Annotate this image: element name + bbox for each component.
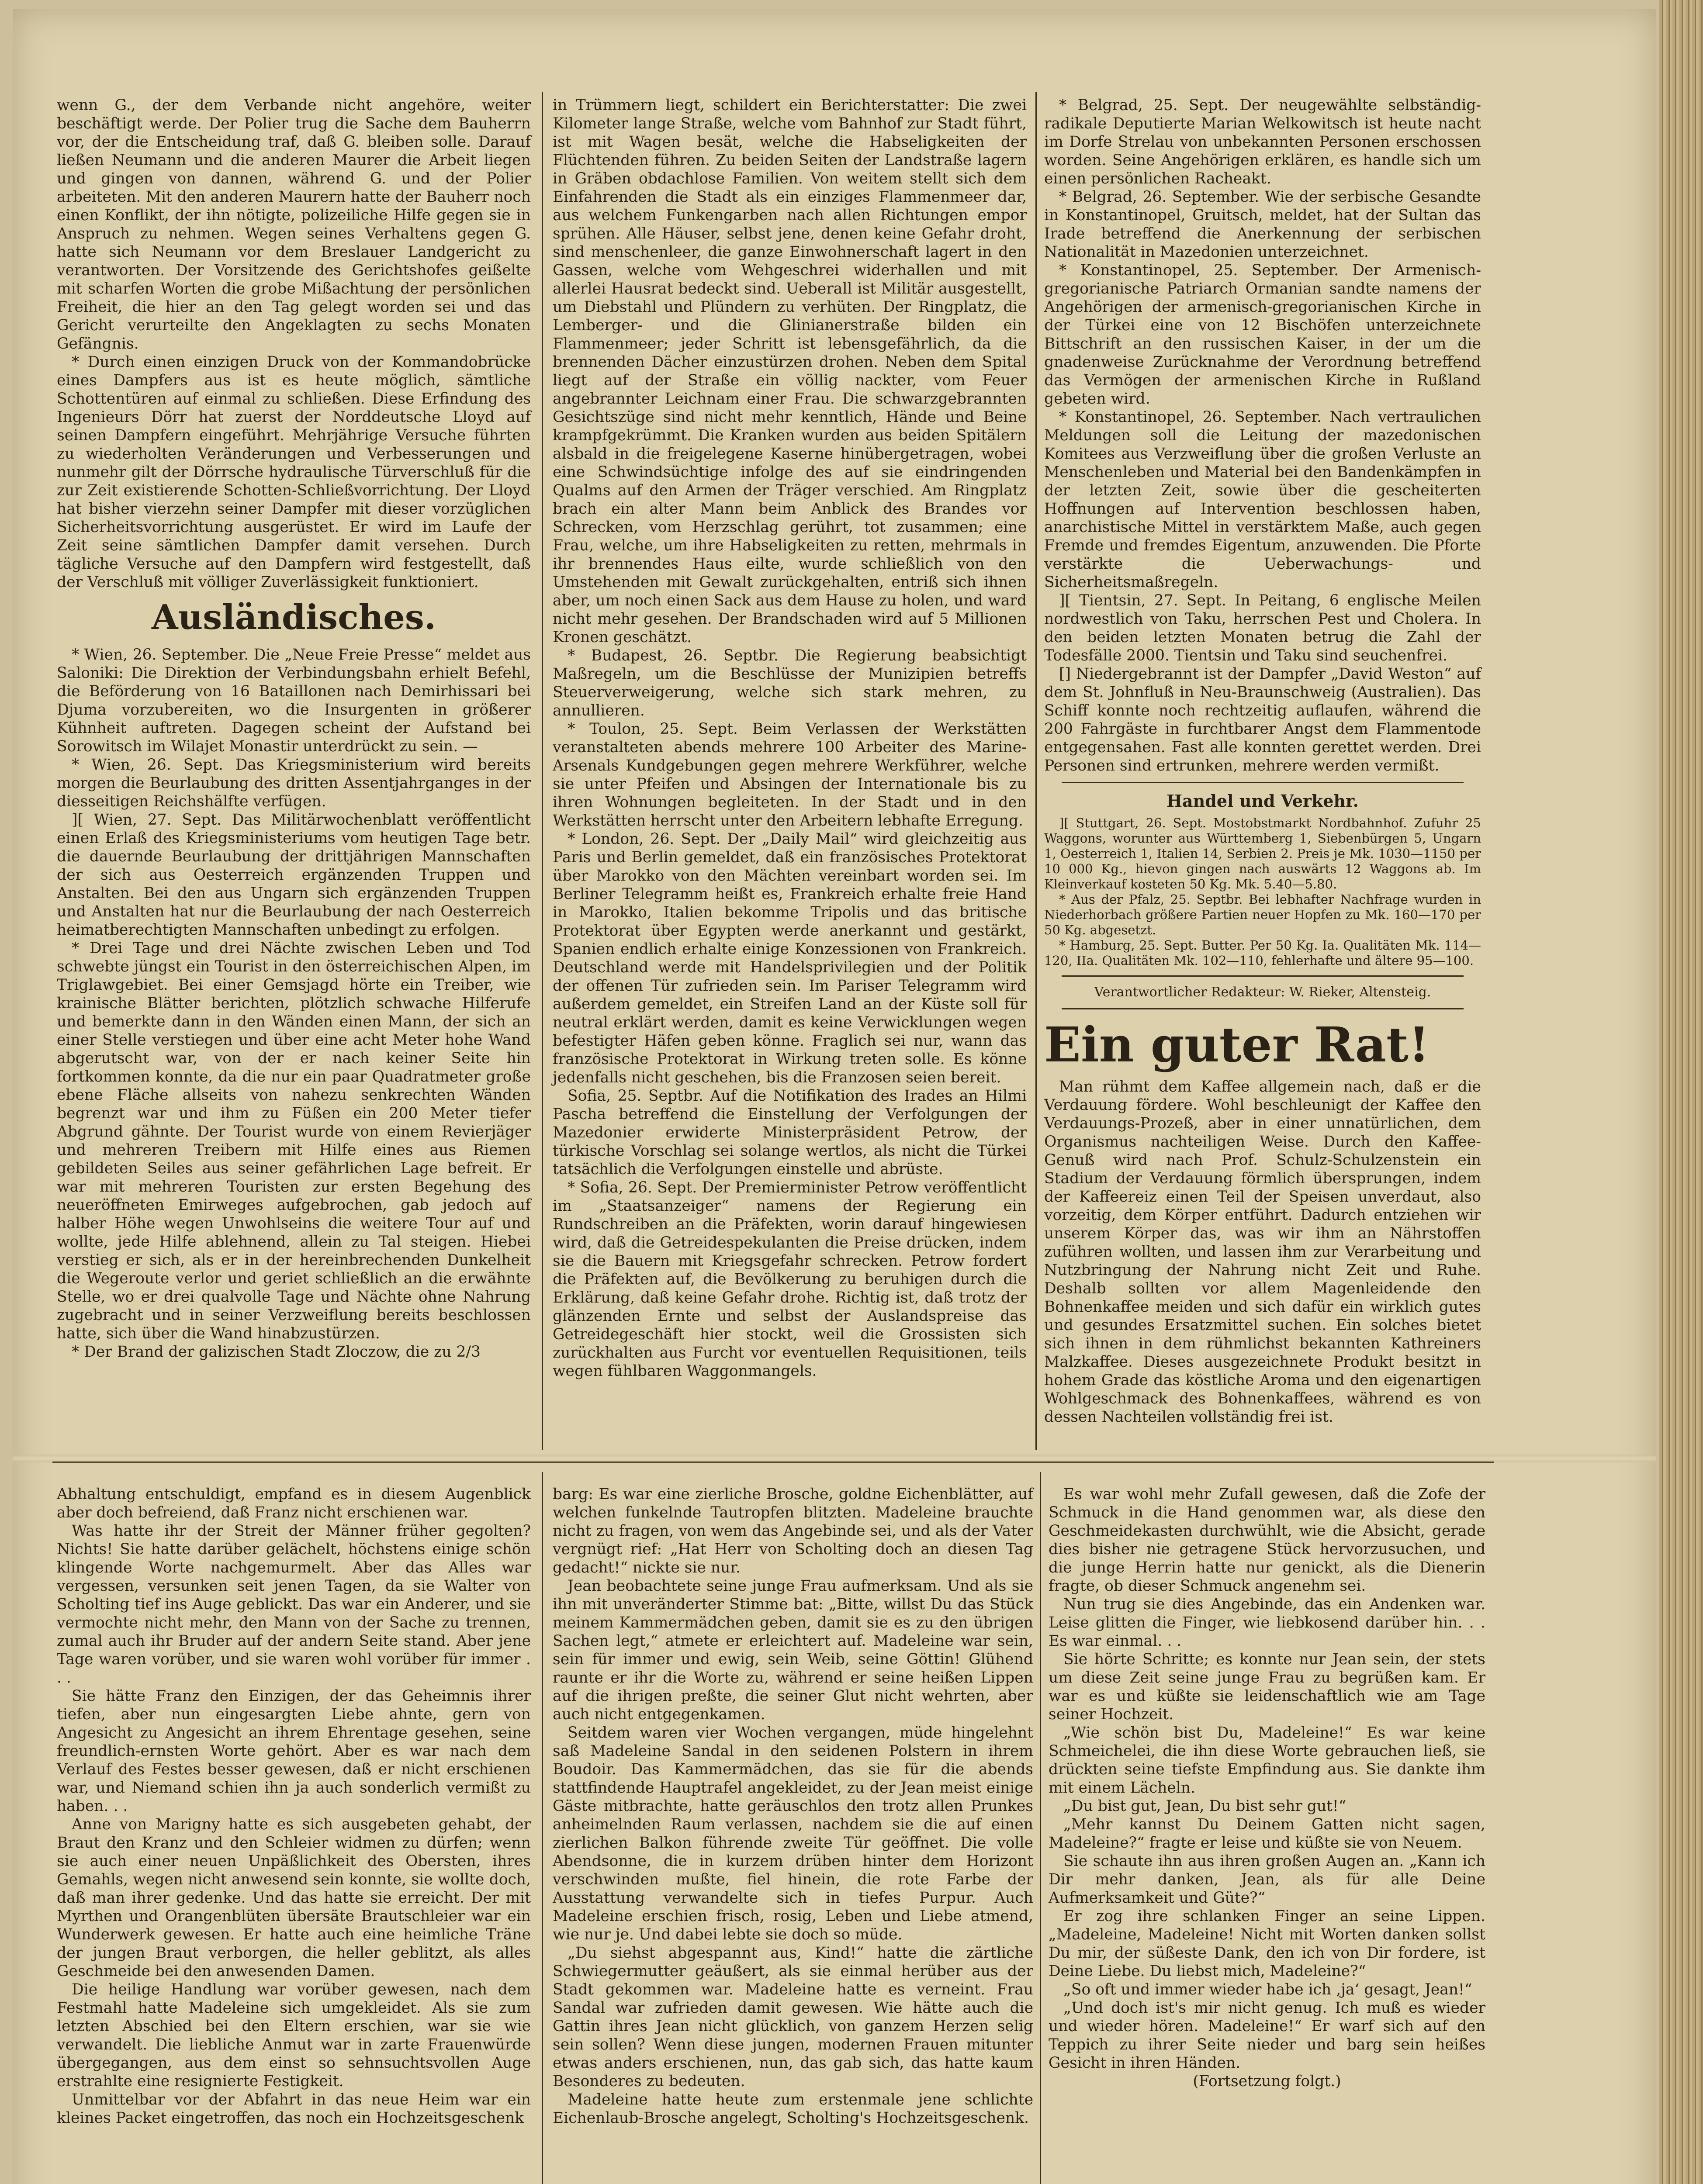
- article-paragraph: * Belgrad, 26. September. Wie der serbische Gesandte in Konstantinopel, Gruitsch, meldet, hat der Sultan das Irade betreffend die Anerkennung der serbischen Nationalität in Mazedonien unterzeichnet.: [1044, 188, 1481, 261]
- lower-column-1: [57, 1485, 531, 2127]
- market-report: * Aus der Pfalz, 25. Septbr. Bei lebhafter Nachfrage wurden in Niederhorbach größere Partien neuer Hopfen zu Mk. 160—170 per 50 Kg. abgesetzt.: [1044, 892, 1481, 937]
- serial-paragraph: „Du siehst abgespannt aus, Kind!“ hatte die zärtliche Schwiegermutter geäußert, als sie einmal herüber aus der Stadt gekommen war. Madeleine hatte es verneint. Frau Sandal war zufrieden damit gewesen. Wie hätte auch die Gattin ihres Jean nicht glücklich, von ganzem Herzen selig sein sollen? Wenn diese jungen, modernen Frauen mitunter etwas anders erschienen, nun, das gab sich, das hatte kaum Besonderes zu bedeuten.: [553, 1944, 1033, 2090]
- serial-paragraph: „Mehr kannst Du Deinem Gatten nicht sagen, Madeleine?“ fragte er leise und küßte sie von Neuem.: [1049, 1816, 1485, 1852]
- article-paragraph: wenn G., der dem Verbande nicht angehöre, weiter beschäftigt werde. Der Polier trug die Sache dem Bauherrn vor, der die Entscheidung traf, daß G. bleiben solle. Darauf ließen Neumann und die anderen Maurer die Arbeit liegen und gingen von dannen, während G. und der Polier arbeiteten. Mit den anderen Maurern hatte der Bauherr noch einen Konflikt, der ihn nötigte, polizeiliche Hilfe gegen sie in Anspruch zu nehmen. Wegen seines Verhaltens gegen G. hatte sich Neumann vor dem Breslauer Landgericht zu verantworten. Der Vorsitzende des Gerichtshofes geißelte mit scharfen Worten die grobe Mißachtung der persönlichen Freiheit, die hier an den Tag gelegt worden sei und das Gericht verurteilte den Angeklagten zu sechs Monaten Gefängnis.: [57, 97, 531, 352]
- serial-paragraph: Madeleine hatte heute zum erstenmale jene schlichte Eichenlaub-Brosche angelegt, Scholting's Hochzeitsgeschenk.: [553, 2091, 1033, 2127]
- advertisement-title: Ein guter Rat!: [1044, 1016, 1430, 1073]
- article-paragraph: Sofia, 25. Septbr. Auf die Notifikation des Irades an Hilmi Pascha betreffend die Einstellung der Verfolgungen der Mazedonier erwiderte Ministerpräsident Petrow, der türkische Vorschlag sei solange wertlos, als nicht die Türkei tatsächlich die Verfolgungen einstelle und abrüste.: [553, 1087, 1027, 1178]
- article-paragraph: * Drei Tage und drei Nächte zwischen Leben und Tod schwebte jüngst ein Tourist in den österreichischen Alpen, im Triglawgebiet. Bei einer Gemsjagd hörte ein Treiber, wie krainische Blätter berichten, plötzlich schwache Hilferufe und bemerkte dann in den Wänden einen Mann, der sich an einer Stelle verstiegen und über eine acht Meter hohe Wand abgerutscht war, von der er nach keiner Seite hin fortkommen konnte, da die nur ein paar Quadratmeter große ebene Fläche allseits von nahezu senkrechten Wänden begrenzt war und ihm zu Füßen ein 200 Meter tiefer Abgrund gähnte. Der Tourist wurde von einem Revierjäger und mehreren Treibern mit Hilfe eines aus Riemen gebildeten Seiles aus seiner gefährlichen Lage befreit. Er war mit mehreren Touristen zur ersten Begehung des neueröffneten Emirweges aufgebrochen, gab jedoch auf halber Höhe wegen Unwohlseins die weitere Tour auf und wollte, jede Hilfe ablehnend, allein zu Tal steigen. Hiebei verstieg er sich, als er in der hereinbrechenden Dunkelheit die Wegeroute verlor und geriet schließlich an die erwähnte Stelle, wo er drei qualvolle Tage und Nächte ohne Nahrung zugebracht und in seiner Verzweiflung bereits beschlossen hatte, sich über die Wand hinabzustürzen.: [57, 940, 531, 1342]
- upper-column-2: [553, 96, 1027, 1380]
- section-title-handel: Handel und Verkehr.: [1166, 791, 1359, 811]
- serial-paragraph: Nun trug sie dies Angebinde, das ein Andenken war. Leise glitten die Finger, wie liebkosend darüber hin. . . Es war einmal. . .: [1049, 1596, 1485, 1650]
- serial-paragraph: Unmittelbar vor der Abfahrt in das neue Heim war ein kleines Packet eingetroffen, das noch ein Hochzeitsgeschenk: [57, 2091, 531, 2127]
- serial-paragraph: Sie hörte Schritte; es konnte nur Jean sein, der stets um diese Zeit seine junge Frau zu begrüßen kam. Er war es und küßte sie leidenschaftlich wie am Tage seiner Hochzeit.: [1049, 1651, 1485, 1723]
- article-paragraph: * Der Brand der galizischen Stadt Zloczow, die zu 2/3: [72, 1343, 481, 1361]
- serial-paragraph: Anne von Marigny hatte es sich ausgebeten gehabt, der Braut den Kranz und den Schleier widmen zu dürfen; wenn sie auch einer neuen Unpäßlichkeit des Obersten, ihres Gemahls, wegen nicht anwesend sein konnte, sie wollte doch, daß man ihrer gedenke. Und das hatte sie erreicht. Der mit Myrthen und Orangenblüten übersäte Brautschleier war ein Wunderwerk gewesen. Er hatte auch eine heimliche Träne der jungen Braut verborgen, die heller geblitzt, als alles Geschmeide bei den anwesenden Damen.: [57, 1816, 531, 1980]
- serial-paragraph: Sie hätte Franz den Einzigen, der das Geheimnis ihrer tiefen, aber nun eingesargten Liebe ahnte, gern von Angesicht zu Angesicht an ihrem Ehrentage gesehen, seine freundlich-ernsten Worte gehört. Aber es war nach dem Verlauf des Festes besser gewesen, daß er nicht erschienen war, und Niemand schien ihn ja auch sonderlich vermißt zu haben. . .: [57, 1687, 531, 1815]
- column-rule: [542, 1472, 543, 2184]
- article-paragraph: * Toulon, 25. Sept. Beim Verlassen der Werkstätten veranstalteten abends mehrere 100 Arbeiter des Marine-Arsenals Kundgebungen gegen mehrere Werkführer, welche sie unter Pfeifen und Absingen der Internationale bis zu ihren Wohnungen begleiteten. In der Stadt und in den Werkstätten herrscht unter den Arbeitern lebhafte Erregung.: [553, 720, 1027, 829]
- upper-column-1: [57, 96, 531, 1361]
- lower-column-3: [1049, 1485, 1485, 2091]
- serial-paragraph: Sie schaute ihn aus ihren großen Augen an. „Kann ich Dir mehr danken, Jean, als für alle Deine Aufmerksamkeit und Güte?“: [1049, 1852, 1485, 1907]
- divider: [1062, 782, 1464, 783]
- market-report: * Hamburg, 25. Sept. Butter. Per 50 Kg. Ia. Qualitäten Mk. 114—120, IIa. Qualitäten Mk. 102—110, fehlerhafte und ältere 95—100.: [1044, 938, 1481, 968]
- serial-paragraph: „Und doch ist's mir nicht genug. Ich muß es wieder und wieder hören. Madeleine!“ Er warf sich auf den Teppich zu ihrer Seite nieder und barg sein heißes Gesicht in ihren Händen.: [1049, 1999, 1485, 2072]
- serial-paragraph: Die heilige Handlung war vorüber gewesen, nach dem Festmahl hatte Madeleine sich umgekleidet. Als sie zum letzten Abschied bei den Eltern erschien, war sie wie verwandelt. Die liebliche Anmut war in zarte Frauenwürde übergegangen, aus dem einst so sehnsuchtsvollen Auge erstrahlte eine resignierte Festigkeit.: [57, 1981, 531, 2090]
- article-paragraph: * Konstantinopel, 26. September. Nach vertraulichen Meldungen soll die Leitung der mazedonischen Komitees aus Verzweiflung über die großen Verluste an Menschenleben und Material bei den Bandenkämpfen in der letzten Zeit, sowie über die gescheiterten Hoffnungen auf Intervention beschlossen haben, anarchistische Mittel in verstärktem Maße, auch gegen Fremde und fremdes Eigentum, anzuwenden. Die Pforte verstärkte die Ueberwachungs- und Sicherheitsmaßregeln.: [1044, 408, 1481, 591]
- serial-paragraph: Abhaltung entschuldigt, empfand es in diesem Augenblick aber doch befreiend, daß Franz nicht erschienen war.: [57, 1486, 531, 1521]
- column-rule: [542, 92, 543, 1450]
- serial-paragraph: Er zog ihre schlanken Finger an seine Lippen. „Madeleine, Madeleine! Nicht mit Worten danken sollst Du mir, der süßeste Dank, den ich von Dir fordere, ist Deine Liebe. Du liebst mich, Madeleine?“: [1049, 1908, 1485, 1980]
- page-fold: [13, 1455, 1656, 1462]
- column-rule: [1035, 92, 1037, 1450]
- article-paragraph: * Sofia, 26. Sept. Der Premierminister Petrow veröffentlicht im „Staatsanzeiger“ namens der Regierung ein Rundschreiben an die Präfekten, worin darauf hingewiesen wird, daß die Getreidespekulanten die Preise drücken, indem sie die Bauern mit Kriegsgefahr schrecken. Petrow fordert die Präfekten auf, die Bevölkerung zu beruhigen durch die Erklärung, daß keine Gefahr drohe. Richtig ist, daß trotz der glänzenden Ernte und selbst der Auslandspreise das Getreidegeschäft hier stockt, weil die Grossisten sich zurückhalten aus Furcht vor eventuellen Requisitionen, teils wegen fühlbaren Waggonmangels.: [553, 1179, 1027, 1380]
- article-paragraph: * Wien, 26. September. Die „Neue Freie Presse“ meldet aus Saloniki: Die Direktion der Verbindungsbahn erhielt Befehl, die Beförderung von 16 Bataillonen nach Demirhissari bei Djuma vorzubereiten, wo die Insurgenten in größerer Kühnheit auftreten. Dagegen scheint der Aufstand bei Sorowitsch im Wilajet Monastir unterdrückt zu sein. —: [57, 646, 531, 755]
- article-paragraph: in Trümmern liegt, schildert ein Berichterstatter: Die zwei Kilometer lange Straße, welche vom Bahnhof zur Stadt führt, ist mit Wagen besät, welche die Habseligkeiten der Flüchtenden führen. Zu beiden Seiten der Landstraße lagern in Gräben obdachlose Familien. Von weitem stellt sich dem Einfahrenden die Stadt als ein einziges Flammenmeer dar, aus welchem Funkengarben nach allen Richtungen empor sprühen. Alle Häuser, selbst jene, denen keine Gefahr droht, sind menschenleer, die ganze Einwohnerschaft lagert in den Gassen, welche vom Wehgeschrei widerhallen und mit allerlei Hausrat bedeckt sind. Ueberall ist Militär ausgestellt, um Diebstahl und Plündern zu verhüten. Der Ringplatz, die Lemberger- und die Glinianerstraße bilden ein Flammenmeer; jeder Schritt ist lebensgefährlich, da die brennenden Dächer einzustürzen drohen. Neben dem Spital liegt auf der Straße ein völlig nackter, vom Feuer angebrannter Leichnam einer Frau. Die schwarzgebrannten Gesichtszüge sind nicht mehr kenntlich, Hände und Beine krampfgekrümmt. Die Kranken wurden aus beiden Spitälern alsbald in die freigelegene Kaserne hinübergetragen, wobei eine Schwindsüchtige infolge des auf sie eindringenden Qualms auf den Armen der Träger verschied. Am Ringplatz brach ein alter Mann beim Anblick des Brandes vor Schrecken, vom Herzschlag gerührt, tot zusammen; eine Frau, welche, um ihre Habseligkeiten zu retten, mehrmals in ihr brennendes Haus eilte, wurde schließlich von den Umstehenden mit Gewalt zurückgehalten, entriß sich ihnen aber, um noch einen Sack aus dem Hause zu holen, und ward nicht mehr gesehen. Der Brandschaden wird auf 5 Millionen Kronen geschätzt.: [553, 97, 1027, 646]
- article-paragraph: * Belgrad, 25. Sept. Der neugewählte selbständig-radikale Deputierte Marian Welkowitsch ist heute nacht im Dorfe Strelau von unbekannten Personen erschossen worden. Seine Angehörigen erklären, es handle sich um einen persönlichen Racheakt.: [1044, 97, 1481, 187]
- serial-paragraph: barg: Es war eine zierliche Brosche, goldne Eichenblätter, auf welchen funkelnde Tautropfen blitzten. Madeleine brauchte nicht zu fragen, von wem das Angebinde sei, und als der Vater vergnügt rief: „Hat Herr von Scholting doch an diesen Tag gedacht!“ nickte sie nur.: [553, 1486, 1033, 1576]
- market-report: ][ Stuttgart, 26. Sept. Mostobstmarkt Nordbahnhof. Zufuhr 25 Waggons, worunter aus Württemberg 1, Siebenbürgen 5, Ungarn 1, Oesterreich 1, Italien 14, Serbien 2. Preis je Mk. 1030—1150 per 10 000 Kg., hievon gingen nach auswärts 12 Waggons ab. Im Kleinverkauf kosteten 50 Kg. Mk. 5.40—5.80.: [1044, 816, 1481, 892]
- continued-note: (Fortsetzung folgt.): [1193, 2073, 1341, 2090]
- article-paragraph: * London, 26. Sept. Der „Daily Mail“ wird gleichzeitig aus Paris und Berlin gemeldet, daß ein französisches Protektorat über Marokko von den Mächten vereinbart worden sei. Im Berliner Telegramm heißt es, Frankreich erhalte freie Hand in Marokko, Italien bekomme Tripolis und das britische Protektorat über Egypten werde anerkannt und gestärkt, Spanien endlich erhalte einige Konzessionen von Frankreich. Deutschland werde mit Handelsprivilegien und der Politik der offenen Tür zufrieden sein. Im Pariser Telegramm wird außerdem gemeldet, ein Streifen Land an der Küste soll für neutral erklärt werden, damit es keine Verwicklungen wegen befestigter Häfen geben könne. Fraglich sei nur, wann das französische Protektorat in Wirkung treten solle. Es könne jedenfalls nicht geschehen, bis die Franzosen seien bereit.: [553, 830, 1027, 1086]
- serial-paragraph: Jean beobachtete seine junge Frau aufmerksam. Und als sie ihn mit unveränderter Stimme bat: „Bitte, willst Du das Stück meinem Kammermädchen geben, damit sie es zu den übrigen Sachen legt,“ atmete er erleichtert auf. Madeleine war sein, sein für immer und ewig, sein Weib, seine Göttin! Glühend raunte er ihr die Worte zu, während er seine heißen Lippen auf die ihrigen preßte, die seiner Glut nicht wehrten, aber auch nicht entgegenkamen.: [553, 1577, 1033, 1723]
- article-paragraph: * Konstantinopel, 25. September. Der Armenisch-gregorianische Patriarch Ormanian sandte namens der Angehörigen der armenisch-gregorianischen Kirche in der Türkei eine von 12 Bischöfen unterzeichnete Bittschrift an den russischen Kaiser, in der um die gnadenweise Zurücknahme der Verordnung betreffend das Vermögen der armenischen Kirche in Rußland gebeten wird.: [1044, 262, 1481, 408]
- upper-column-3: [1044, 96, 1481, 1426]
- serial-paragraph: Was hatte ihr der Streit der Männer früher gegolten? Nichts! Sie hatte darüber gelächelt, höchstens einige schön klingende Worte nachgemurmelt. Aber das Alles war vergessen, versunken seit jenen Tagen, da sie Walter von Scholting tief ins Auge geblickt. Das war ein Anderer, und sie vermochte nicht mehr, den Mann von der Sache zu trennen, zumal auch ihr Bruder auf der andern Seite stand. Aber jene Tage waren vorüber, und sie waren wohl vorüber für immer . . .: [57, 1522, 531, 1686]
- article-paragraph: * Wien, 26. Sept. Das Kriegsministerium wird bereits morgen die Beurlaubung des dritten Assentjahrganges in der diesseitigen Reichshälfte verfügen.: [57, 756, 531, 810]
- serial-paragraph: „Du bist gut, Jean, Du bist sehr gut!“: [1063, 1797, 1346, 1815]
- article-paragraph: [] Niedergebrannt ist der Dampfer „David Weston“ auf dem St. Johnfluß in Neu-Braunschweig (Australien). Das Schiff konnte noch rechtzeitig auflaufen, während die 200 Fahrgäste in furchtbarer Angst dem Flammentode entgegensahen. Fast alle konnten gerettet werden. Drei Personen sind ertrunken, mehrere werden vermißt.: [1044, 665, 1481, 774]
- advertisement-text: Man rühmt dem Kaffee allgemein nach, daß er die Verdauung fördere. Wohl beschleunigt der Kaffee den Verdauungs-Prozeß, aber in einer unnatürlichen, dem Organismus nachteiligen Weise. Durch den Kaffee-Genuß wird nach Prof. Schulz-Schulzenstein ein Stadium der Verdauung förmlich übersprungen, indem der Kaffeereiz einen Teil der Speisen unverdaut, also vorzeitig, dem Körper entführt. Dadurch entziehen wir unserem Körper das, was wir ihm an Nährstoffen zuführen wollten, und lassen ihm zur Verarbeitung und Nutzbringung der Nahrung nicht Zeit und Ruhe. Deshalb sollten vor allem Magenleidende den Bohnenkaffee meiden und sich dafür ein wirklich gutes und gesundes Ersatzmittel suchen. Ein solches bietet sich ihnen in dem rühmlichst bekannten Kathreiners Malzkaffee. Dieses ausgezeichnete Produkt besitzt in hohem Grade das köstliche Aroma und den eigenartigen Wohlgeschmack des Bohnenkaffees, während es von dessen Nachteilen vollständig frei ist.: [1044, 1078, 1481, 1426]
- article-paragraph: ][ Wien, 27. Sept. Das Militärwochenblatt veröffentlicht einen Erlaß des Kriegsministeriums vom heutigen Tage betr. die dauernde Beurlaubung der drittjährigen Mannschaften der sich aus Oesterreich ergänzenden Truppen und Anstalten. Bei den aus Ungarn sich ergänzenden Truppen und Anstalten hat nur die Beurlaubung der nach Oesterreich heimatberechtigten Mannschaften unbedingt zu erfolgen.: [57, 811, 531, 939]
- serial-paragraph: „So oft und immer wieder habe ich ‚ja‘ gesagt, Jean!“: [1063, 1981, 1472, 1998]
- serial-paragraph: „Wie schön bist Du, Madeleine!“ Es war keine Schmeichelei, die ihn diese Worte gebrauchen ließ, sie drückten seine tiefste Empfindung aus. Sie dankte ihm mit einem Lächeln.: [1049, 1724, 1485, 1797]
- article-paragraph: * Durch einen einzigen Druck von der Kommandobrücke eines Dampfers aus ist es heute möglich, sämtliche Schottentüren auf einmal zu schließen. Diese Erfindung des Ingenieurs Dörr hat zuerst der Norddeutsche Lloyd auf seinen Dampfern eingeführt. Mehrjährige Versuche führten zu wiederholten Veränderungen und Verbesserungen und nunmehr gilt der Dörrsche hydraulische Türverschluß für die zur Zeit existierende Schotten-Schließvorrichtung. Der Lloyd hat bisher vierzehn seiner Dampfer mit dieser vorzüglichen Sicherheitsvorrichtung ausgerüstet. Er wird im Laufe der Zeit seine sämtlichen Dampfer damit versehen. Durch tägliche Versuche auf den Dampfern wird festgestellt, daß der Verschluß mit völliger Zuverlässigkeit funktioniert.: [57, 353, 531, 591]
- divider: [1062, 1008, 1464, 1009]
- editor-line: Verantwortlicher Redakteur: W. Rieker, Altensteig.: [1094, 985, 1431, 1000]
- column-rule: [1040, 1472, 1041, 2184]
- divider: [1062, 975, 1464, 977]
- book-spine: [1659, 0, 1703, 2184]
- article-paragraph: ][ Tientsin, 27. Sept. In Peitang, 6 englische Meilen nordwestlich von Taku, herrschen Pest und Cholera. In den beiden letzten Monaten betrug die Zahl der Todesfälle 2000. Tientsin und Taku sind seuchenfrei.: [1044, 592, 1481, 664]
- serial-paragraph: Seitdem waren vier Wochen vergangen, müde hingelehnt saß Madeleine Sandal in den seidenen Polstern in ihrem Boudoir. Das Kammermädchen, das sie für die abends stattfindende Hauptrafel angekleidet, zu der Jean meist einige Gäste mitbrachte, hatte geräuschlos den trotz allen Prunkes anheimelnden Raum verlassen, nachdem sie die auf einen zierlichen Balkon führende zweite Tür geöffnet. Die volle Abendsonne, die in kurzem drüben hinter dem Horizont verschwinden mußte, fiel hinein, die rote Farbe der Ausstattung verwandelte sich in tiefes Purpur. Auch Madeleine erschien frisch, rosig, Leben und Liebe atmend, wie nur je. Und dabei lebte sie doch so müde.: [553, 1724, 1033, 1943]
- serial-paragraph: Es war wohl mehr Zufall gewesen, daß die Zofe der Schmuck in die Hand genommen war, als diese den Geschmeidekasten durchwühlt, wie die Absicht, gerade dies bisher nie getragene Stück hervorzusuchen, und die junge Herrin hatte nur genickt, als die Dienerin fragte, ob dieser Schmuck angenehm sei.: [1049, 1486, 1485, 1595]
- section-title-auslaendisches: Ausländisches.: [151, 598, 436, 637]
- lower-column-2: [553, 1485, 1033, 2127]
- article-paragraph: * Budapest, 26. Septbr. Die Regierung beabsichtigt Maßregeln, um die Beschlüsse der Munizipien betreffs Steuerverweigerung, welche sich stark mehren, zu annullieren.: [553, 647, 1027, 719]
